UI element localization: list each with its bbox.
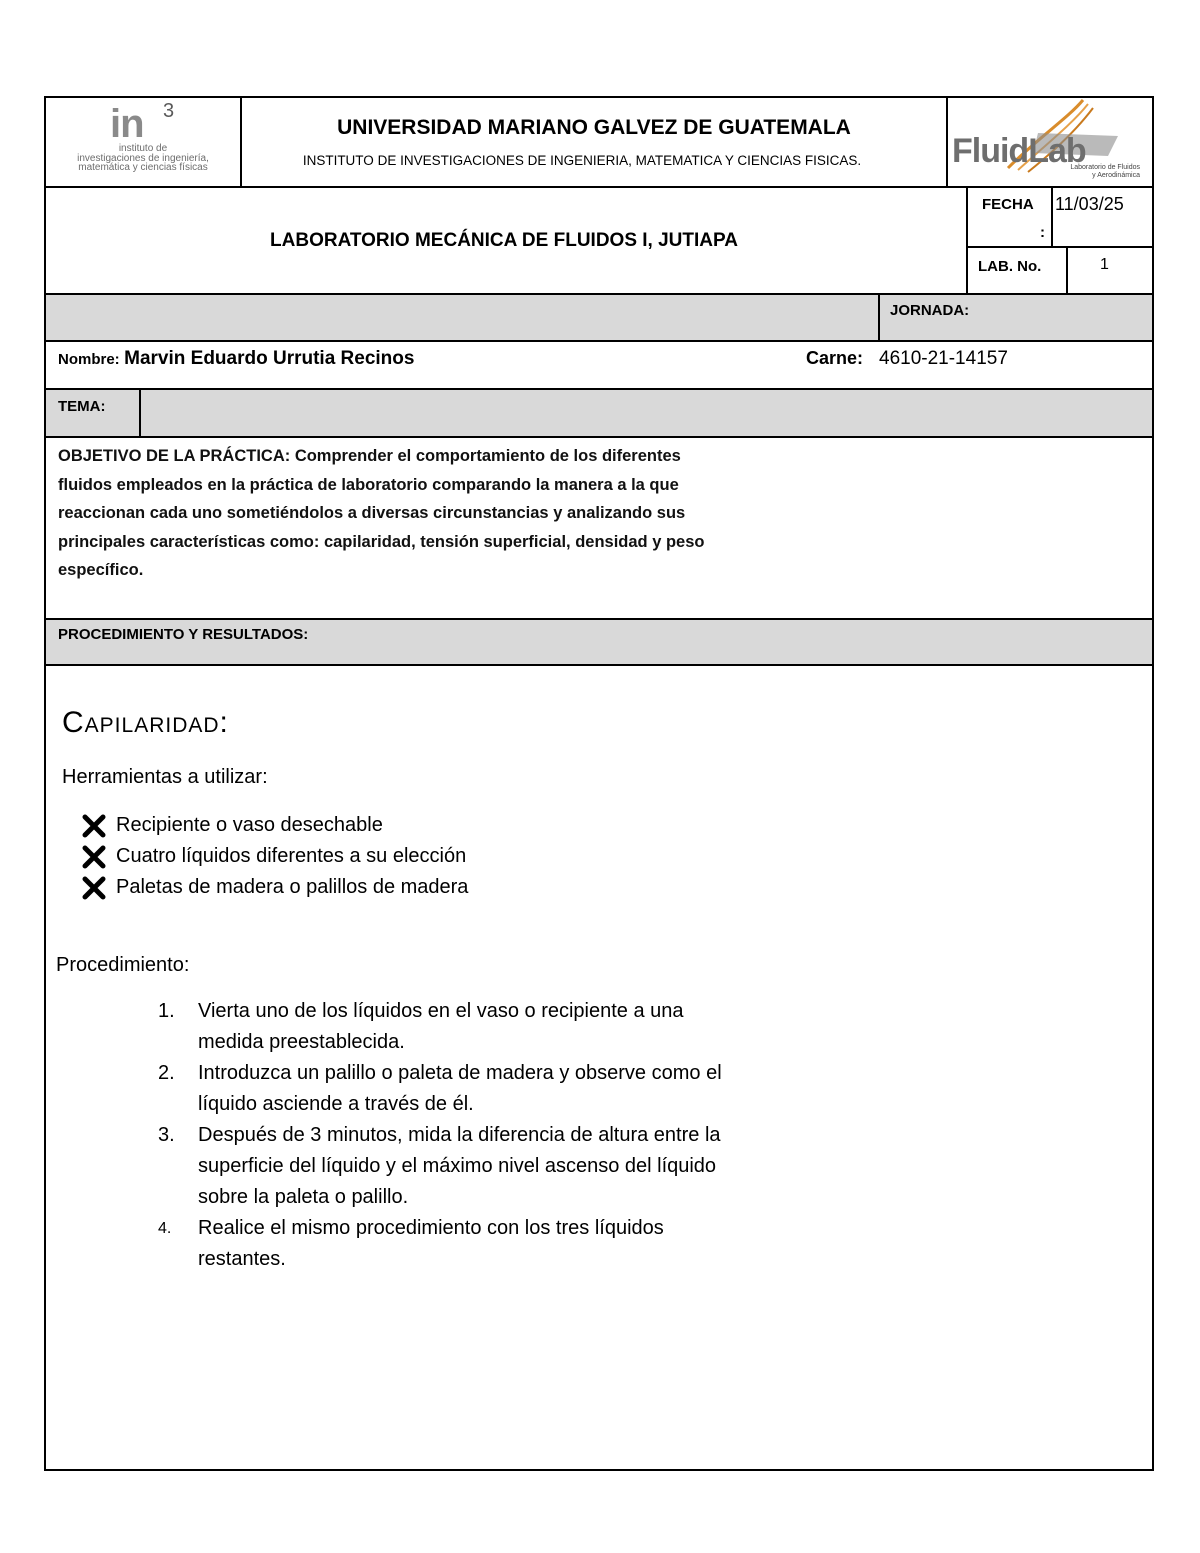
divider <box>1051 188 1053 246</box>
fluidlab-logo <box>948 98 1152 188</box>
logo-superscript: 3 <box>163 100 175 122</box>
step-text: Introduzca un palillo o paleta de madera y observe como el <box>198 1062 722 1084</box>
divider <box>968 246 1154 248</box>
step-text: restantes. <box>198 1248 286 1270</box>
tools-label: Herramientas a utilizar: <box>62 766 268 788</box>
list-item <box>158 1120 722 1213</box>
nombre-label: Nombre: <box>58 351 120 368</box>
objetivo-line: principales características como: capilaridad, tensión superficial, densidad y peso <box>58 532 705 551</box>
steps-list <box>158 996 722 1275</box>
nombre-value: Marvin Eduardo Urrutia Recinos <box>124 348 415 369</box>
fluidlab-caption: y Aerodinámica <box>1092 172 1140 179</box>
logo-mark: in <box>110 102 144 146</box>
step-text: Realice el mismo procedimiento con los tres líquidos <box>198 1217 664 1239</box>
objetivo-text <box>58 442 704 585</box>
step-text: Después de 3 minutos, mida la diferencia de altura entre la <box>198 1124 721 1146</box>
fecha-value: 11/03/25 <box>1055 194 1124 214</box>
institute-name: INSTITUTO DE INVESTIGACIONES DE INGENIERIA, MATEMATICA Y CIENCIAS FISICAS. <box>302 153 862 168</box>
logo-caption: instituto de <box>118 143 168 154</box>
fluidlab-word: FluidLab <box>952 132 1086 170</box>
list-item <box>82 872 468 903</box>
divider <box>878 295 880 340</box>
divider <box>46 664 1152 666</box>
step-number: 1. <box>158 1000 175 1022</box>
fecha-colon: : <box>1040 224 1045 241</box>
step-text: superficie del líquido y el máximo nivel ascenso del líquido <box>198 1155 717 1177</box>
x-mark-icon <box>82 845 106 869</box>
list-item <box>158 1058 722 1120</box>
x-mark-icon <box>82 814 106 838</box>
tema-label: TEMA: <box>58 398 106 415</box>
objetivo-line: OBJETIVO DE LA PRÁCTICA: Comprender el comportamiento de los diferentes <box>58 447 681 465</box>
step-text: Vierta uno de los líquidos en el vaso o recipiente a una <box>198 1000 684 1022</box>
objetivo-line: fluidos empleados en la práctica de laboratorio comparando la manera a la que <box>58 475 679 494</box>
step-text: líquido asciende a través de él. <box>198 1093 474 1115</box>
divider <box>1066 248 1068 294</box>
tools-list <box>82 810 468 903</box>
list-item <box>158 996 722 1058</box>
section-heading: Capilaridad: <box>62 706 229 739</box>
step-number: 4. <box>158 1220 172 1237</box>
procedimiento-header: PROCEDIMIENTO Y RESULTADOS: <box>58 626 309 643</box>
divider <box>46 186 1152 188</box>
logo-caption: investigaciones de ingeniería, <box>77 152 209 164</box>
step-number: 2. <box>158 1062 175 1084</box>
list-item <box>82 810 468 841</box>
institute-logo <box>46 100 240 186</box>
lab-form <box>44 96 1154 1471</box>
nombre-field <box>58 348 414 370</box>
carne-value: 4610-21-14157 <box>879 348 1008 369</box>
divider <box>46 340 1152 342</box>
divider <box>46 436 1152 438</box>
university-name: UNIVERSIDAD MARIANO GALVEZ DE GUATEMALA <box>337 116 851 139</box>
divider <box>139 390 141 436</box>
jornada-label: JORNADA: <box>890 302 970 319</box>
carne-label: Carne: <box>806 348 864 368</box>
tool-item: Cuatro líquidos diferentes a su elección <box>116 845 467 867</box>
procedure-label: Procedimiento: <box>56 954 190 976</box>
lab-number-value: 1 <box>1100 256 1109 273</box>
jornada-row <box>46 295 1152 340</box>
list-item <box>82 841 468 872</box>
divider <box>240 98 242 188</box>
tool-item: Paletas de madera o palillos de madera <box>116 876 469 898</box>
step-number: 3. <box>158 1124 175 1146</box>
objetivo-line: reaccionan cada uno sometiéndolos a diversas circunstancias y analizando sus <box>58 504 686 522</box>
fluidlab-caption: Laboratorio de Fluidos <box>1070 164 1140 171</box>
tema-row <box>46 390 1152 436</box>
lab-number-label: LAB. No. <box>978 258 1042 275</box>
step-text: sobre la paleta o palillo. <box>198 1186 409 1208</box>
x-mark-icon <box>82 876 106 900</box>
list-item <box>158 1213 722 1275</box>
objetivo-line: específico. <box>58 561 144 579</box>
step-text: medida preestablecida. <box>198 1031 405 1053</box>
tool-item: Recipiente o vaso desechable <box>116 814 383 836</box>
logo-caption: matemática y ciencias físicas <box>78 162 208 173</box>
divider <box>966 188 968 294</box>
fecha-label: FECHA <box>982 196 1034 213</box>
lab-title: LABORATORIO MECÁNICA DE FLUIDOS I, JUTIAPA <box>270 230 738 251</box>
